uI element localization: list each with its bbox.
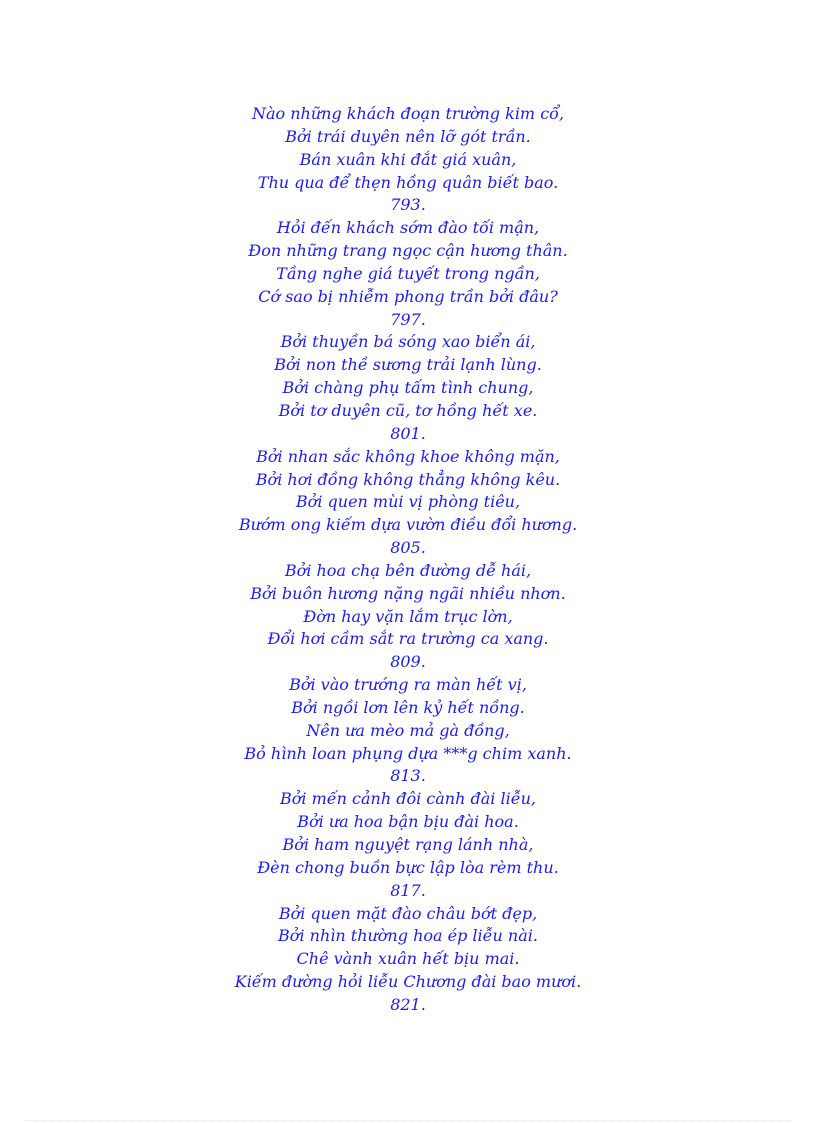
verse-number: 817.: [390, 880, 426, 900]
verse-number: 797.: [390, 309, 426, 329]
poem-line: Bán xuân khi đắt giá xuân,: [299, 149, 517, 169]
poem-line: Tầng nghe giá tuyết trong ngần,: [276, 263, 540, 283]
poem-line: Bởi ngồi lơn lên kỷ hết nồng.: [291, 697, 525, 717]
poem-line: Chê vành xuân hết bịu mai.: [296, 949, 520, 969]
poem-line: Đổi hơi cầm sắt ra trường ca xang.: [267, 629, 549, 649]
poem-line: Kiếm đường hỏi liễu Chương đài bao mươi.: [234, 972, 582, 992]
verse-number: 801.: [390, 423, 426, 443]
poem-line: Bởi trái duyên nên lỡ gót trần.: [285, 126, 531, 146]
poem-line: Bởi buôn hương nặng ngãi nhiều nhơn.: [250, 583, 566, 603]
poem-line: Bởi quen mùi vị phòng tiêu,: [295, 492, 521, 512]
poem-line: Nên ưa mèo mả gà đồng,: [306, 720, 510, 740]
poem-line: Đờn hay vặn lắm trục lờn,: [303, 606, 513, 626]
poem-line: Cớ sao bị nhiễm phong trần bởi đâu?: [258, 286, 558, 306]
poem-line: Bướm ong kiếm dựa vườn điều đổi hương.: [238, 515, 578, 535]
poem-line: Bởi nhìn thường hoa ép liễu nài.: [278, 926, 538, 946]
poem-line: Đon những trang ngọc cận hương thân.: [248, 241, 568, 261]
verse-number: 793.: [390, 195, 426, 215]
poem-line: Bởi ham nguyệt rạng lánh nhà,: [282, 835, 534, 854]
poem-line: Bởi hơi đồng không thẳng không kêu.: [255, 469, 561, 489]
poem-line: Bởi thuyền bá sóng xao biển ái,: [280, 332, 536, 352]
poem-line: Bởi tơ duyên cũ, tơ hồng hết xe.: [278, 400, 538, 420]
poem-text: [0, 103, 816, 1017]
verse-number: 809.: [390, 652, 426, 672]
poem-line: Bởi mến cảnh đôi cành đài liễu,: [280, 789, 536, 809]
poem-line: Hỏi đến khách sớm đào tối mận,: [276, 218, 540, 238]
poem-line: Bởi ưa hoa bận bịu đài hoa.: [297, 812, 519, 832]
poem-line: Bởi hoa chạ bên đường dễ hái,: [284, 560, 532, 580]
poem-line: Bỏ hình loan phụng dựa ***g chim xanh.: [244, 743, 572, 763]
page-bottom-divider: [24, 1120, 792, 1121]
verse-number: 813.: [390, 766, 426, 786]
poem-line: Bởi quen mặt đào châu bớt đẹp,: [278, 903, 538, 923]
verse-number: 805.: [390, 538, 426, 558]
poem-line: Bởi non thề sương trải lạnh lùng.: [274, 355, 542, 375]
verse-number: 821.: [390, 994, 426, 1014]
poem-line: Thu qua để thẹn hồng quân biết bao.: [257, 172, 559, 192]
poem-line: Đèn chong buồn bực lập lòa rèm thu.: [257, 857, 559, 877]
poem-line: Bởi chàng phụ tấm tình chung,: [282, 378, 534, 398]
poem-line: Bởi vào trướng ra màn hết vị,: [289, 675, 527, 695]
poem-line: Nào những khách đoạn trường kim cổ,: [251, 104, 565, 123]
poem-line: Bởi nhan sắc không khoe không mặn,: [256, 446, 560, 466]
